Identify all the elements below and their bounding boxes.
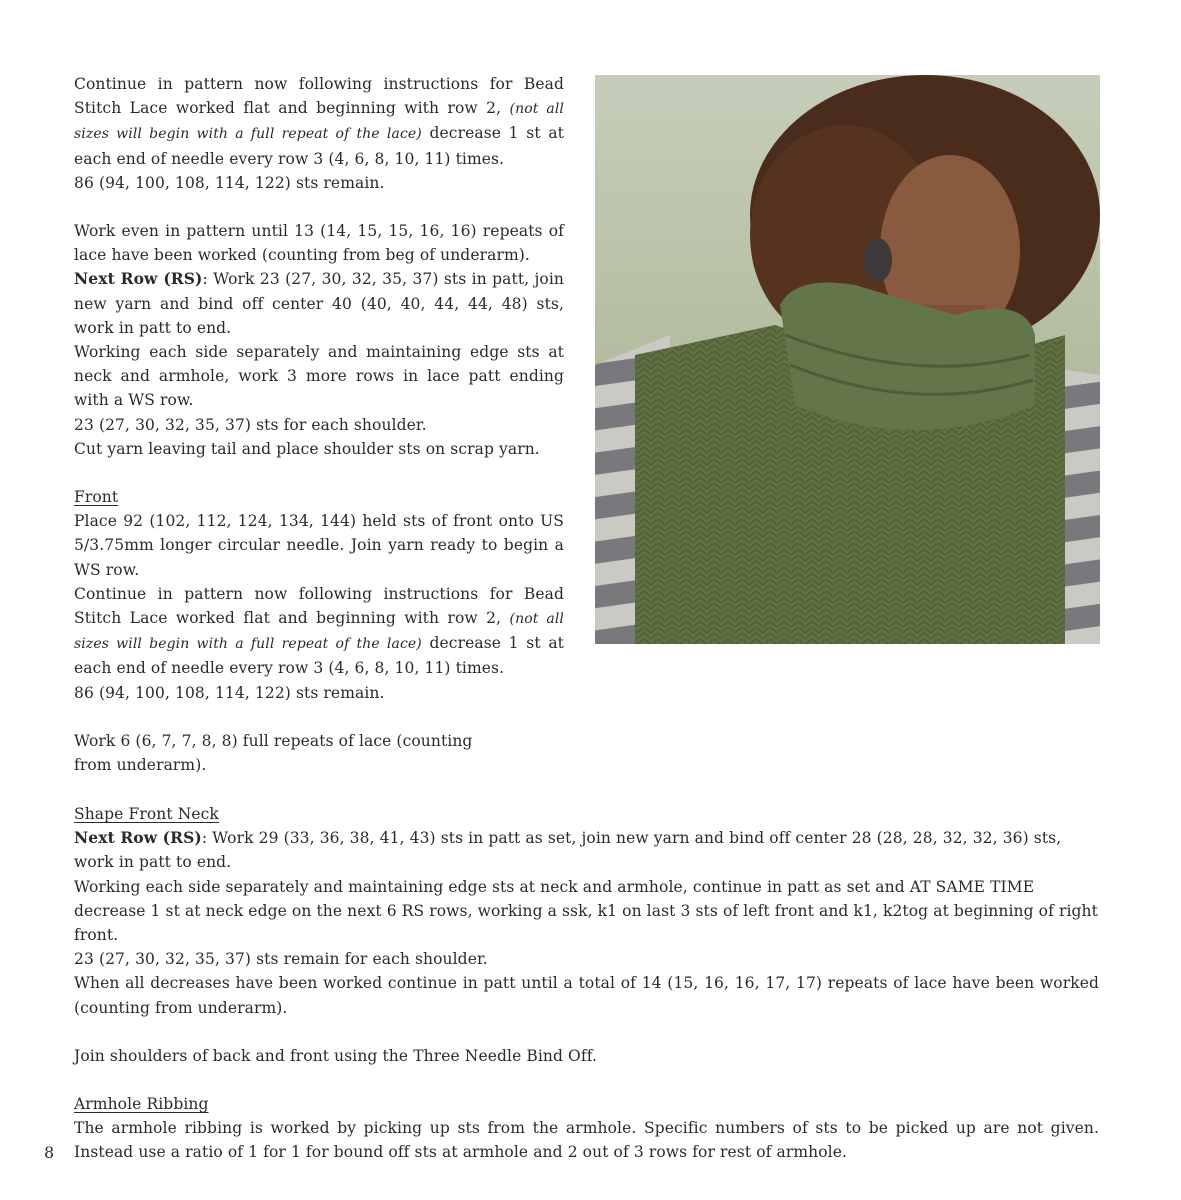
front-full-repeats: Work 6 (6, 7, 7, 8, 8) full repeats of lace (counting from underarm).	[74, 731, 473, 775]
next-row-label: Next Row (RS)	[74, 269, 203, 289]
next-row-label: Next Row (RS)	[74, 828, 202, 848]
page-number: 8	[44, 1143, 55, 1162]
front-heading: Front	[74, 488, 119, 507]
model-wearing-vest-image	[595, 75, 1100, 644]
neck-working-each-side: Working each side separately and maintaining edge sts at neck and armhole, continue in patt as set and AT SAME TIME decrease 1 st at neck edge on the next 6 RS rows, working a ssk, k1 on last 3 sts of left front and k1, k2tog at beginning of right front.	[74, 877, 1098, 945]
neck-next-row: Next Row (RS): Work 29 (33, 36, 38, 41, 43) sts in patt as set, join new yarn and bind off center 28 (28, 28, 32, 32, 36) sts, work in patt to end.	[74, 828, 1062, 872]
shape-front-neck-heading: Shape Front Neck	[74, 805, 219, 823]
armhole-ribbing-heading: Armhole Ribbing	[74, 1095, 209, 1114]
full-width-text	[74, 802, 1099, 1165]
back-sts-remain: 86 (94, 100, 108, 114, 122) sts remain.	[74, 173, 385, 192]
front-place-sts: Place 92 (102, 112, 124, 134, 144) held sts of front onto US 5/3.75mm longer circular needle. Join yarn ready to begin a WS row.	[74, 512, 564, 579]
lace-note: (not all sizes will begin with a full repeat of the lace)	[74, 611, 564, 653]
back-cut-yarn: Cut yarn leaving tail and place shoulder sts on scrap yarn.	[74, 439, 540, 458]
back-working-each-side: Working each side separately and maintaining edge sts at neck and armhole, work 3 more rows in lace patt ending with a WS row.	[74, 343, 564, 410]
back-paragraph-1: Continue in pattern now following instructions for Bead Stitch Lace worked flat and beginning with row 2, (not all sizes will begin with a full repeat of the lace) decrease 1 st at each end of needle every row 3 (4, 6, 8, 10, 11) times.	[74, 75, 564, 168]
join-shoulders: Join shoulders of back and front using the Three Needle Bind Off.	[74, 1046, 598, 1065]
left-column-text	[74, 72, 564, 777]
back-shoulder-sts: 23 (27, 30, 32, 35, 37) sts for each shoulder.	[74, 415, 427, 434]
armhole-ribbing-text: The armhole ribbing is worked by picking up sts from the armhole. Specific numbers of sts to be picked up are not given. Instead use a ratio of 1 for 1 for bound off sts at armhole and 2 out of 3 rows for rest of armhole.	[74, 1119, 1099, 1162]
back-next-row: Next Row (RS): Work 23 (27, 30, 32, 35, 37) sts in patt, join new yarn and bind off center 40 (40, 40, 44, 44, 48) sts, work in patt to end.	[74, 269, 565, 337]
front-sts-remain: 86 (94, 100, 108, 114, 122) sts remain.	[74, 683, 385, 702]
front-continue-pattern: Continue in pattern now following instructions for Bead Stitch Lace worked flat and beginning with row 2, (not all sizes will begin with a full repeat of the lace) decrease 1 st at each end of needle every row 3 (4, 6, 8, 10, 11) times.	[74, 584, 564, 678]
neck-all-decreases: When all decreases have been worked continue in patt until a total of 14 (15, 16, 16, 17, 17) repeats of lace have been worked (counting from underarm).	[74, 974, 1099, 1017]
lace-note: (not all sizes will begin with a full repeat of the lace)	[74, 101, 564, 143]
model-photo	[595, 75, 1100, 644]
back-work-even: Work even in pattern until 13 (14, 15, 15, 16, 16) repeats of lace have been worked (counting from beg of underarm).	[74, 222, 564, 265]
neck-shoulder-sts: 23 (27, 30, 32, 35, 37) sts remain for each shoulder.	[74, 950, 488, 969]
